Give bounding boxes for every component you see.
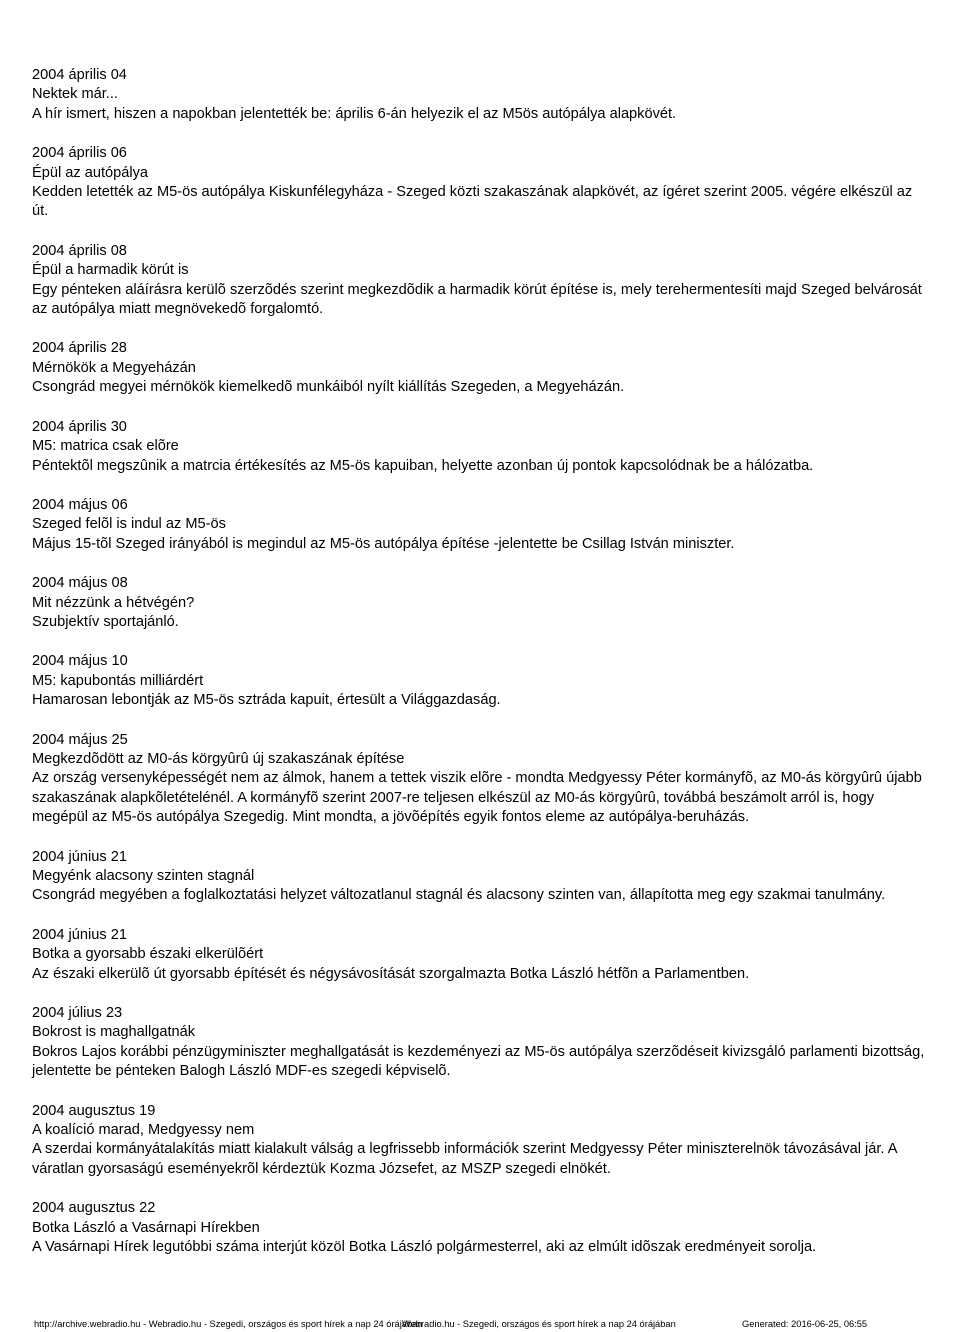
entry-body: Az északi elkerülõ út gyorsabb építését és négysávosítását szorgalmazta Botka László hétfõn a Parlamentben. bbox=[32, 965, 750, 982]
entry-title: Megkezdõdött az M0-ás körgyûrû új szakaszának építése bbox=[32, 750, 405, 767]
news-entry bbox=[32, 144, 932, 222]
entry-title: Mérnökök a Megyeházán bbox=[32, 359, 196, 376]
entry-body: Egy pénteken aláírásra kerülõ szerzõdés szerint megkezdõdik a harmadik körút építése is, mely terehermentesíti majd Szeged belvárosát az autópálya miatt megnövekedõ forgalomtó. bbox=[32, 281, 922, 318]
news-entry bbox=[32, 574, 932, 632]
news-entry bbox=[32, 496, 932, 554]
news-entry bbox=[32, 1004, 932, 1082]
entry-title: Szeged felõl is indul az M5-ös bbox=[32, 516, 226, 533]
news-entry bbox=[32, 926, 932, 984]
entry-date: 2004 augusztus 22 bbox=[32, 1200, 156, 1217]
entry-title: Botka a gyorsabb északi elkerülõért bbox=[32, 946, 264, 963]
news-entry bbox=[32, 418, 932, 476]
entry-date: 2004 augusztus 19 bbox=[32, 1102, 156, 1119]
entry-body: Az ország versenyképességét nem az álmok, hanem a tettek viszik elõre - mondta Medgyessy Péter kormányfõ, az M0-ás körgyûrû újabb szakaszának alapkõletételénél. A kormányfõ szerint 2007-re teljesen elkészül az M0-ás körgyûrû, továbbá beszámolt arról is, hogy megépül az M5-ös autópálya Szegedig. Mint mondta, a jövõépítés egyik fontos eleme az autópálya-beruházás. bbox=[32, 770, 922, 826]
entry-date: 2004 május 08 bbox=[32, 575, 128, 592]
entry-date: 2004 június 21 bbox=[32, 926, 127, 943]
entry-title: M5: matrica csak elõre bbox=[32, 438, 179, 455]
news-entry bbox=[32, 848, 932, 906]
entry-date: 2004 április 08 bbox=[32, 242, 127, 259]
news-entry bbox=[32, 339, 932, 397]
entry-title: Épül az autópálya bbox=[32, 164, 149, 181]
entry-body: Csongrád megyei mérnökök kiemelkedõ munkáiból nyílt kiállítás Szegeden, a Megyeházán. bbox=[32, 379, 625, 396]
entry-body: Péntektõl megszûnik a matrcia értékesítés az M5-ös kapuiban, helyette azonban új pontok kapcsolódnak be a hálózatba. bbox=[32, 457, 814, 474]
entry-date: 2004 április 06 bbox=[32, 145, 127, 162]
entry-date: 2004 április 04 bbox=[32, 67, 127, 83]
entry-body: Csongrád megyében a foglalkoztatási helyzet változatlanul stagnál és alacsony szinten van, állapította meg egy szakmai tanulmány. bbox=[32, 887, 886, 904]
footer-source: http://archive.webradio.hu - Webradio.hu - Szegedi, országos és sport hírek a nap 24 órájában bbox=[34, 1319, 423, 1329]
entry-date: 2004 május 06 bbox=[32, 496, 128, 513]
news-entry bbox=[32, 1102, 932, 1180]
entry-date: 2004 április 30 bbox=[32, 418, 127, 435]
entry-date: 2004 április 28 bbox=[32, 340, 127, 357]
news-entry bbox=[32, 66, 932, 124]
entry-body: Bokros Lajos korábbi pénzügyminiszter meghallgatását is kezdeményezi az M5-ös autópálya szerzõdéseit kivizsgáló parlamenti bizottság, jelentette be pénteken Balogh László MDF-es szegedi képviselõ. bbox=[32, 1043, 925, 1080]
entry-body: Hamarosan lebontják az M5-ös sztráda kapuit, értesült a Világgazdaság. bbox=[32, 692, 501, 709]
news-entry bbox=[32, 731, 932, 828]
entry-title: Mit nézzünk a hétvégén? bbox=[32, 594, 195, 611]
entry-title: Megyénk alacsony szinten stagnál bbox=[32, 868, 255, 884]
entry-body: Szubjektív sportajánló. bbox=[32, 613, 179, 630]
footer-generated: Generated: 2016-06-25, 06:55 bbox=[742, 1319, 868, 1329]
entry-date: 2004 május 25 bbox=[32, 731, 128, 748]
entry-date: 2004 július 23 bbox=[32, 1005, 123, 1022]
entry-title: Épül a harmadik körút is bbox=[32, 262, 189, 279]
footer-page: Webradio.hu - Szegedi, országos és sport hírek a nap 24 órájában bbox=[402, 1319, 676, 1329]
news-list bbox=[32, 66, 932, 1278]
entry-title: A koalíció marad, Medgyessy nem bbox=[32, 1122, 255, 1139]
news-entry bbox=[32, 1199, 932, 1257]
entry-body: A Vasárnapi Hírek legutóbbi száma interjút közöl Botka László polgármesterrel, aki az elmúlt idõszak eredményeit sorolja. bbox=[32, 1239, 817, 1256]
entry-date: 2004 május 10 bbox=[32, 653, 128, 670]
entry-title: Botka László a Vasárnapi Hírekben bbox=[32, 1219, 260, 1236]
entry-body: A szerdai kormányátalakítás miatt kialakult válság a legfrissebb információk szerint Medgyessy Péter miniszterelnök távozásával jár. A váratlan gyorsaságú eseményekrõl kérdeztük Kozma Józsefet, az MSZP szegedi elnökét. bbox=[32, 1141, 897, 1177]
entry-title: Nektek már... bbox=[32, 86, 118, 103]
entry-body: Május 15-tõl Szeged irányából is megindul az M5-ös autópálya építése -jelentette be Csillag István miniszter. bbox=[32, 535, 735, 552]
entry-title: M5: kapubontás milliárdért bbox=[32, 672, 204, 689]
news-entry bbox=[32, 652, 932, 710]
entry-title: Bokrost is maghallgatnák bbox=[32, 1024, 196, 1041]
news-entry bbox=[32, 242, 932, 320]
entry-body: Kedden letették az M5-ös autópálya Kiskunfélegyháza - Szeged közti szakaszának alapkövét, az ígéret szerint 2005. végére elkészül az út. bbox=[32, 184, 913, 220]
entry-date: 2004 június 21 bbox=[32, 848, 127, 865]
entry-body: A hír ismert, hiszen a napokban jelentették be: április 6-án helyezik el az M5ös autópálya alapkövét. bbox=[32, 105, 677, 122]
